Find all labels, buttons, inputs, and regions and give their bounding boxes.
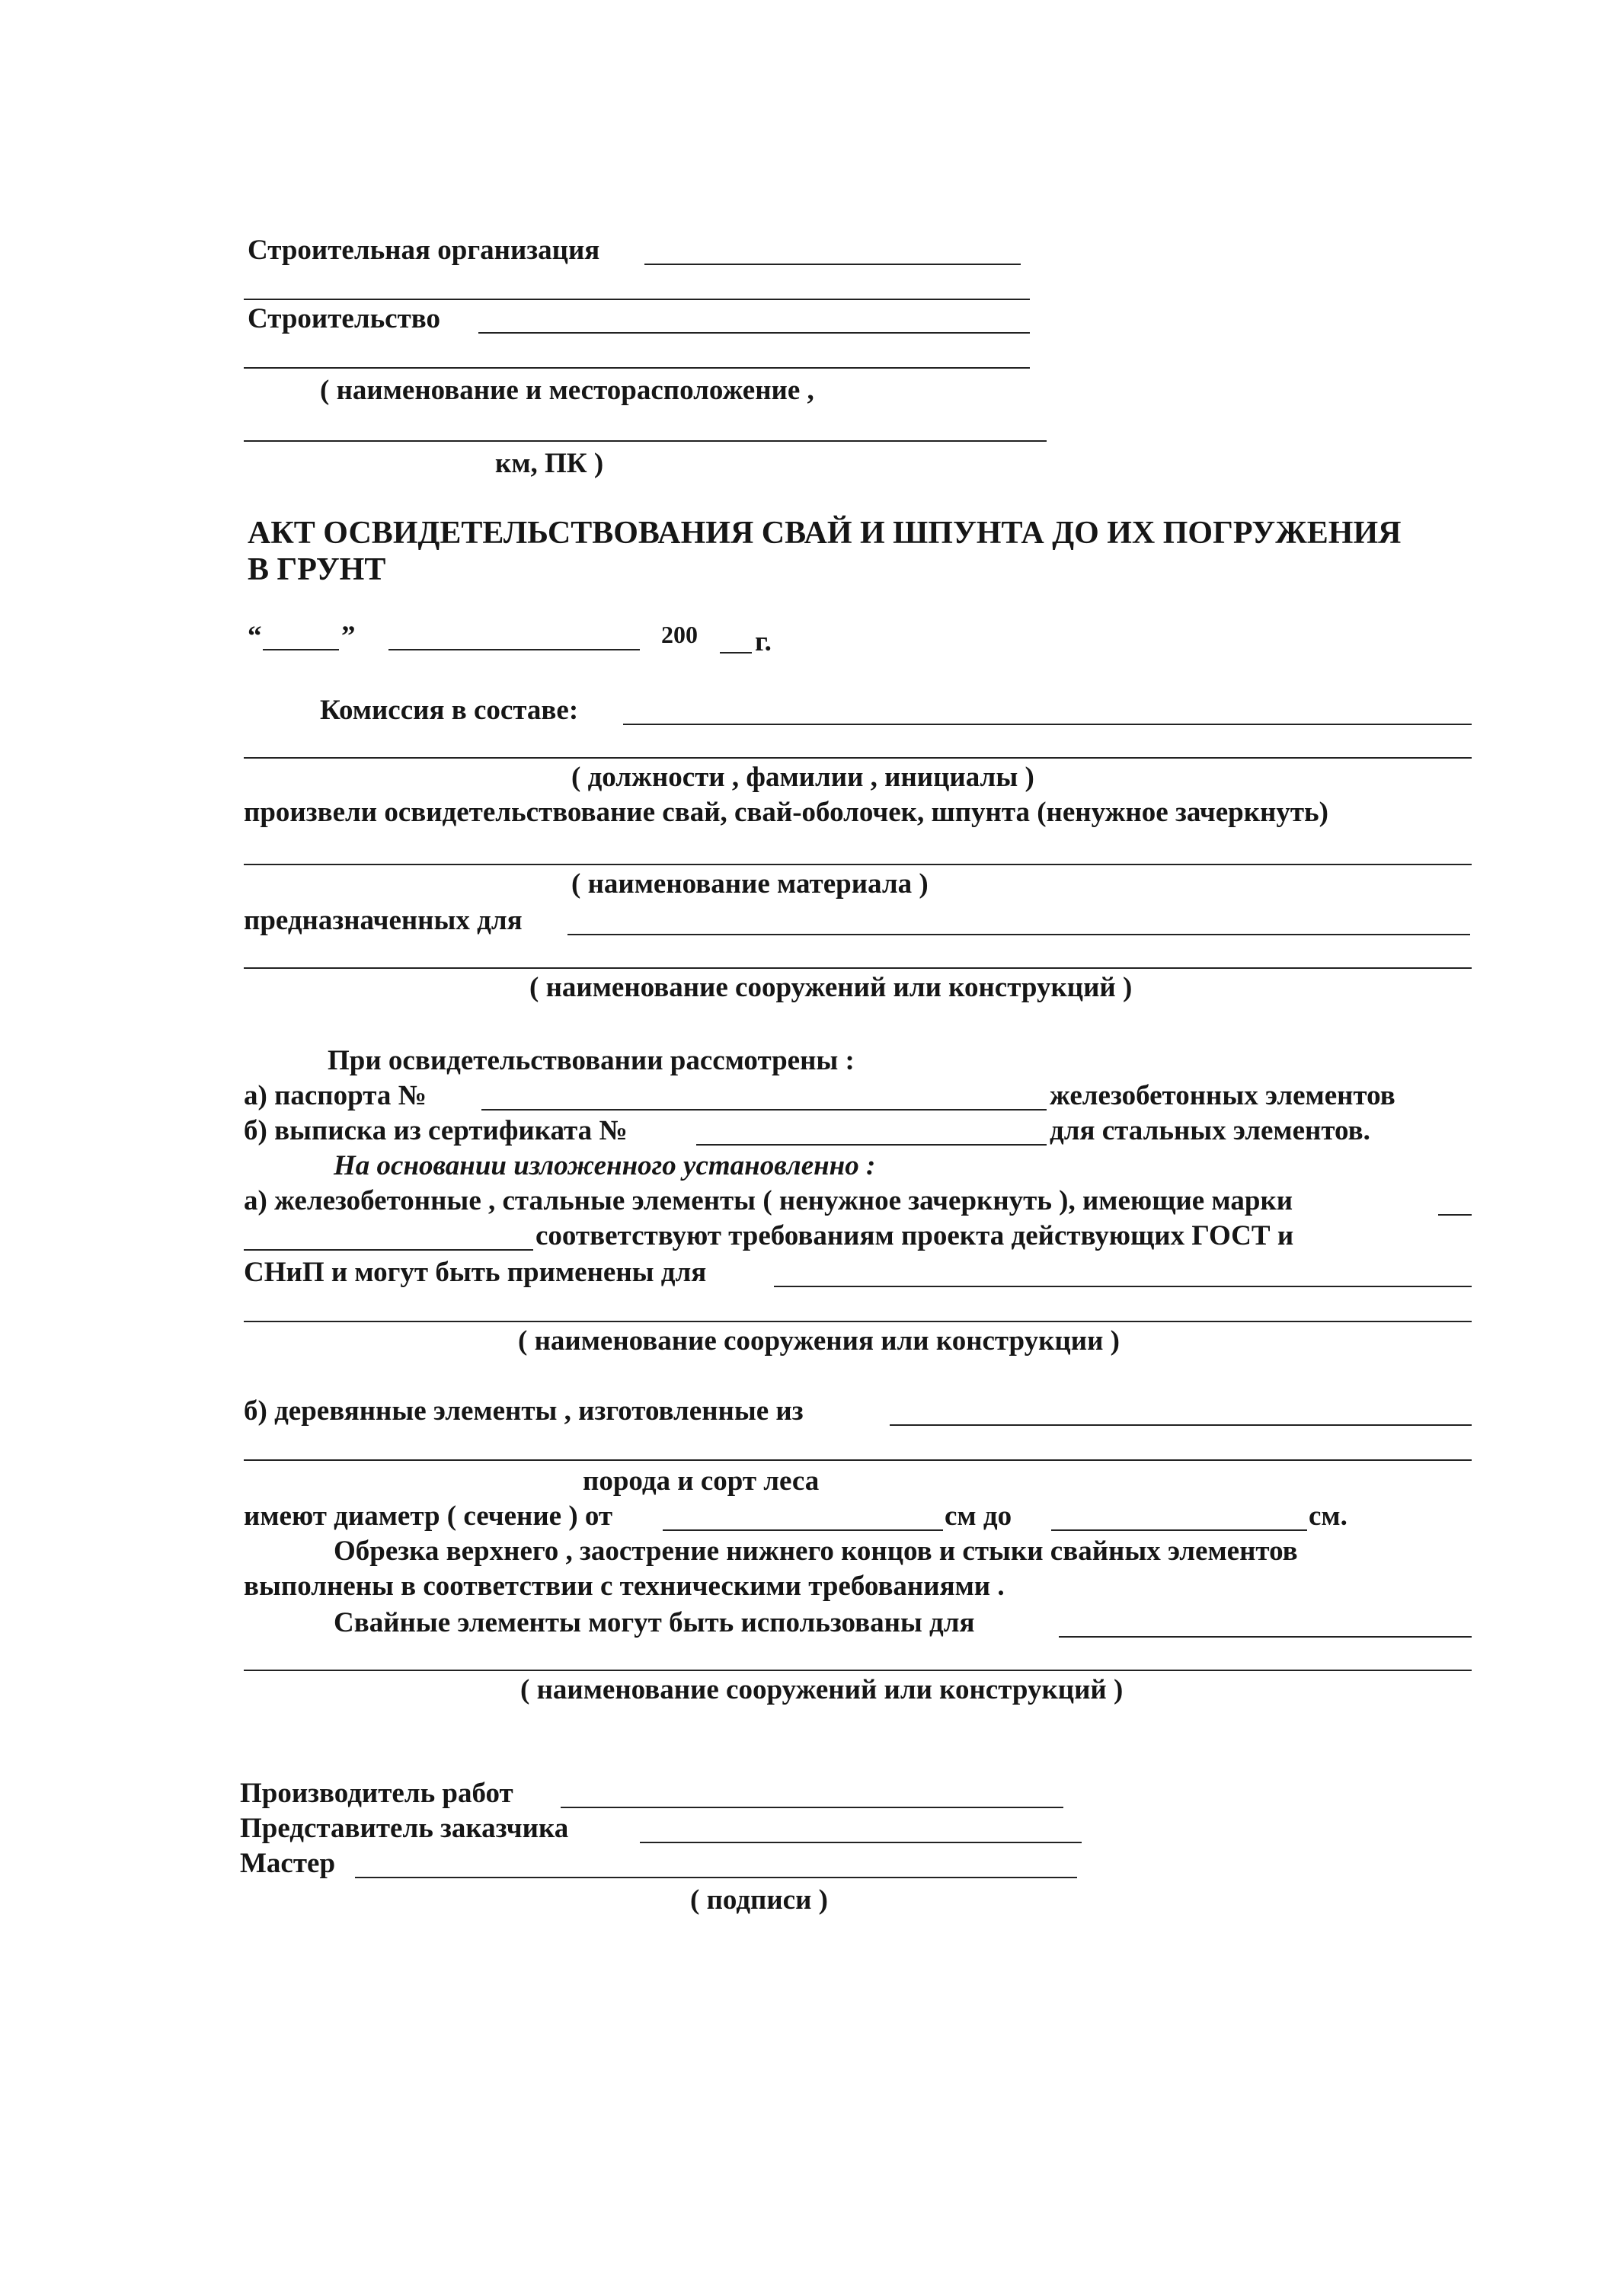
usage-field[interactable] [1059, 1636, 1472, 1638]
customer-rep-signature-field[interactable] [640, 1842, 1082, 1843]
usage-label: Свайные элементы могут быть использованы для [334, 1607, 975, 1638]
intended-label: предназначенных для [244, 905, 523, 936]
cutting-line2: выполнены в соответствии с техническими требованиями . [244, 1571, 1005, 1602]
passport-number-field[interactable] [481, 1109, 1047, 1111]
construction-field-line2[interactable] [244, 367, 1030, 369]
commission-label: Комиссия в составе: [320, 695, 579, 726]
material-caption: ( наименование материала ) [571, 868, 929, 900]
certificate-number-field[interactable] [696, 1144, 1047, 1146]
date-close-quote: ” [341, 621, 356, 652]
organization-label: Строительная организация [248, 235, 600, 266]
inspection-statement: произвели освидетельствование свай, свай-оболочек, шпунта (ненужное зачеркнуть) [244, 797, 1328, 828]
date-day-field[interactable] [263, 649, 339, 650]
diameter-from-field[interactable] [663, 1529, 943, 1531]
cutting-line1: Обрезка верхнего , заострение нижнего концов и стыки свайных элементов [334, 1536, 1298, 1567]
commission-caption: ( должности , фамилии , инициалы ) [571, 762, 1034, 793]
diameter-to-field[interactable] [1051, 1529, 1307, 1531]
diameter-suffix: см. [1309, 1500, 1347, 1532]
location-caption: ( наименование и месторасположение , [320, 375, 814, 406]
wood-caption: порода и сорт леса [583, 1465, 820, 1497]
signatures-caption: ( подписи ) [690, 1884, 828, 1916]
document-title-line1: АКТ ОСВИДЕТЕЛЬСТВОВАНИЯ СВАЙ И ШПУНТА ДО ИХ ПОГРУЖЕНИЯ [248, 516, 1402, 551]
works-manager-label: Производитель работ [240, 1778, 513, 1809]
certificate-suffix: для стальных элементов. [1050, 1115, 1370, 1146]
intended-field-line2[interactable] [244, 967, 1472, 969]
customer-rep-label: Представитель заказчика [240, 1813, 569, 1844]
construction-label: Строительство [248, 303, 441, 334]
construction-field[interactable] [478, 332, 1030, 334]
findings-item-a-line2: соответствуют требованиям проекта действующих ГОСТ и [535, 1220, 1294, 1251]
passport-suffix: железобетонных элементов [1050, 1080, 1395, 1111]
material-field[interactable] [244, 864, 1472, 865]
organization-field[interactable] [644, 264, 1021, 265]
date-month-field[interactable] [388, 649, 640, 650]
foreman-label: Мастер [240, 1848, 336, 1879]
grades-field[interactable] [1438, 1214, 1472, 1216]
applicable-for-field-line2[interactable] [244, 1321, 1472, 1322]
date-year-suffix: г. [755, 626, 772, 657]
passport-label: а) паспорта № [244, 1080, 427, 1111]
wood-source-field-line2[interactable] [244, 1459, 1472, 1461]
diameter-mid: см до [945, 1500, 1012, 1532]
usage-caption: ( наименование сооружений или конструкций ) [520, 1674, 1124, 1705]
grades-field-line2[interactable] [244, 1249, 533, 1251]
wooden-elements-label: б) деревянные элементы , изготовленные из [244, 1395, 804, 1427]
commission-field[interactable] [623, 724, 1472, 725]
usage-field-line2[interactable] [244, 1670, 1472, 1671]
findings-item-a-line1: а) железобетонные , стальные элементы ( ненужное зачеркнуть ), имеющие марки [244, 1185, 1293, 1216]
certificate-label: б) выписка из сертификата № [244, 1115, 628, 1146]
organization-field-line2[interactable] [244, 299, 1030, 300]
document-title-line2: В ГРУНТ [248, 552, 386, 587]
intended-field[interactable] [567, 934, 1470, 935]
structures-caption: ( наименование сооружений или конструкций ) [529, 972, 1133, 1003]
date-year-prefix: 200 [661, 621, 698, 648]
date-open-quote: “ [248, 621, 262, 652]
date-year-field[interactable] [720, 652, 752, 654]
works-manager-signature-field[interactable] [561, 1807, 1063, 1808]
review-heading: При освидетельствовании рассмотрены : [328, 1045, 855, 1076]
commission-field-line2[interactable] [244, 757, 1472, 759]
diameter-prefix: имеют диаметр ( сечение ) от [244, 1500, 613, 1532]
location-field[interactable] [244, 440, 1047, 442]
structure-caption: ( наименование сооружения или конструкции ) [518, 1325, 1120, 1357]
wood-source-field[interactable] [890, 1424, 1472, 1426]
foreman-signature-field[interactable] [355, 1877, 1077, 1878]
applicable-for-field[interactable] [774, 1286, 1472, 1287]
findings-item-a-line3: СНиП и могут быть применены для [244, 1257, 707, 1288]
findings-heading: На основании изложенного установленно : [334, 1150, 876, 1181]
km-pk-caption: км, ПК ) [495, 448, 604, 479]
